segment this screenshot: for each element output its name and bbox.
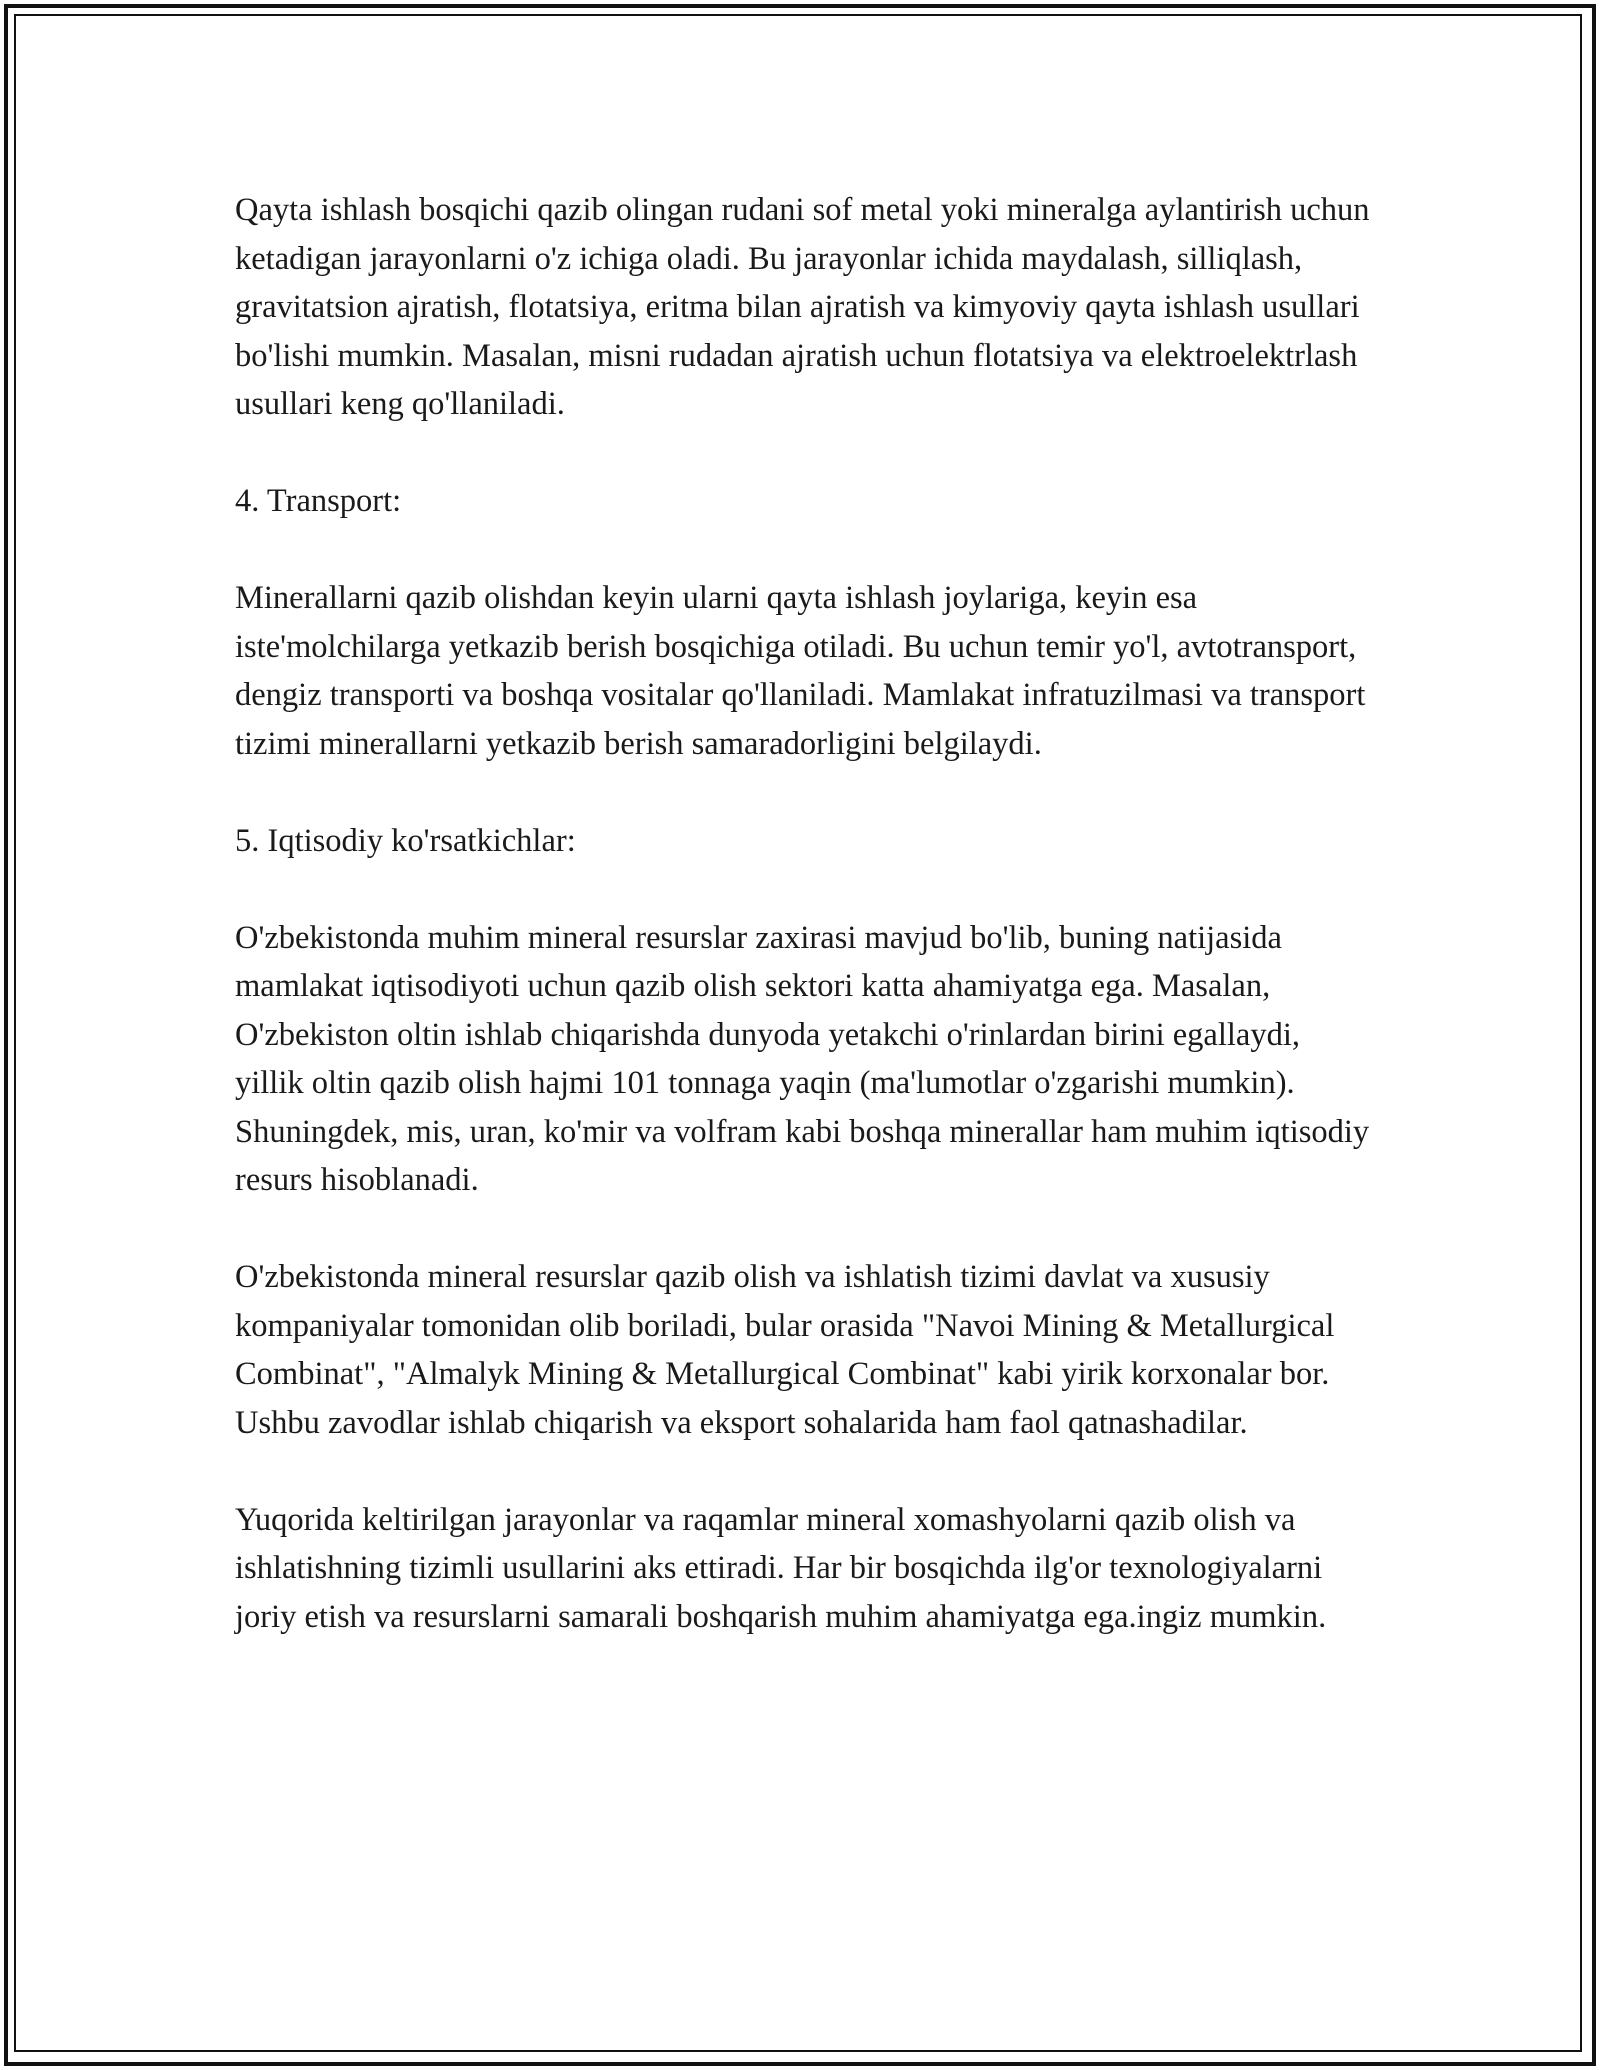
paragraph-companies: O'zbekistonda mineral resurslar qazib olish va ishlatish tizimi davlat va xususiy kompaniyalar tomonidan olib boriladi, bular orasida "Navoi Mining & Metallurgical Combinat", "Almalyk Mining & Metallurgical Combinat" kabi yirik korxonalar bor. Ushbu zavodlar ishlab chiqarish va eksport sohalarida ham faol qatnashadilar. [235, 1259, 1335, 1441]
paragraph-conclusion: Yuqorida keltirilgan jarayonlar va raqamlar mineral xomashyolarni qazib olish va ishlatishning tizimli usullarini aks ettiradi. Har bir bosqichda ilg'or texnologiyalarni joriy etish va resurslarni samarali boshqarish muhim ahamiyatga ega.ingiz mumkin. [235, 1501, 1327, 1635]
document-body [235, 186, 1375, 1641]
paragraph-transport: Minerallarni qazib olishdan keyin ularni qayta ishlash joylariga, keyin esa iste'molchilarga yetkazib berish bosqichiga otiladi. Bu uchun temir yo'l, avtotransport, dengiz transporti va boshqa vositalar qo'llaniladi. Mamlakat infratuzilmasi va transport tizimi minerallarni yetkazib berish samaradorligini belgilaydi. [235, 580, 1366, 762]
heading-transport: 4. Transport: [235, 483, 402, 519]
paragraph-economic-resources: O'zbekistonda muhim mineral resurslar zaxirasi mavjud bo'lib, buning natijasida mamlakat iqtisodiyoti uchun qazib olish sektori katta ahamiyatga ega. Masalan, O'zbekiston oltin ishlab chiqarishda dunyoda yetakchi o'rinlardan birini egallaydi, yillik oltin qazib olish hajmi 101 tonnaga yaqin (ma'lumotlar o'zgarishi mumkin). Shuningdek, mis, uran, ko'mir va volfram kabi boshqa minerallar ham muhim iqtisodiy resurs hisoblanadi. [235, 919, 1370, 1198]
heading-economic-indicators: 5. Iqtisodiy ko'rsatkichlar: [235, 822, 576, 859]
paragraph-processing: Qayta ishlash bosqichi qazib olingan rudani sof metal yoki mineralga aylantirish uchun ketadigan jarayonlarni o'z ichiga oladi. Bu jarayonlar ichida maydalash, silliqlash, gravitatsion ajratish, flotatsiya, eritma bilan ajratish va kimyoviy qayta ishlash usullari bo'lishi mumkin. Masalan, misni rudadan ajratish uchun flotatsiya va elektroelektrlash usullari keng qo'llaniladi. [235, 192, 1370, 422]
